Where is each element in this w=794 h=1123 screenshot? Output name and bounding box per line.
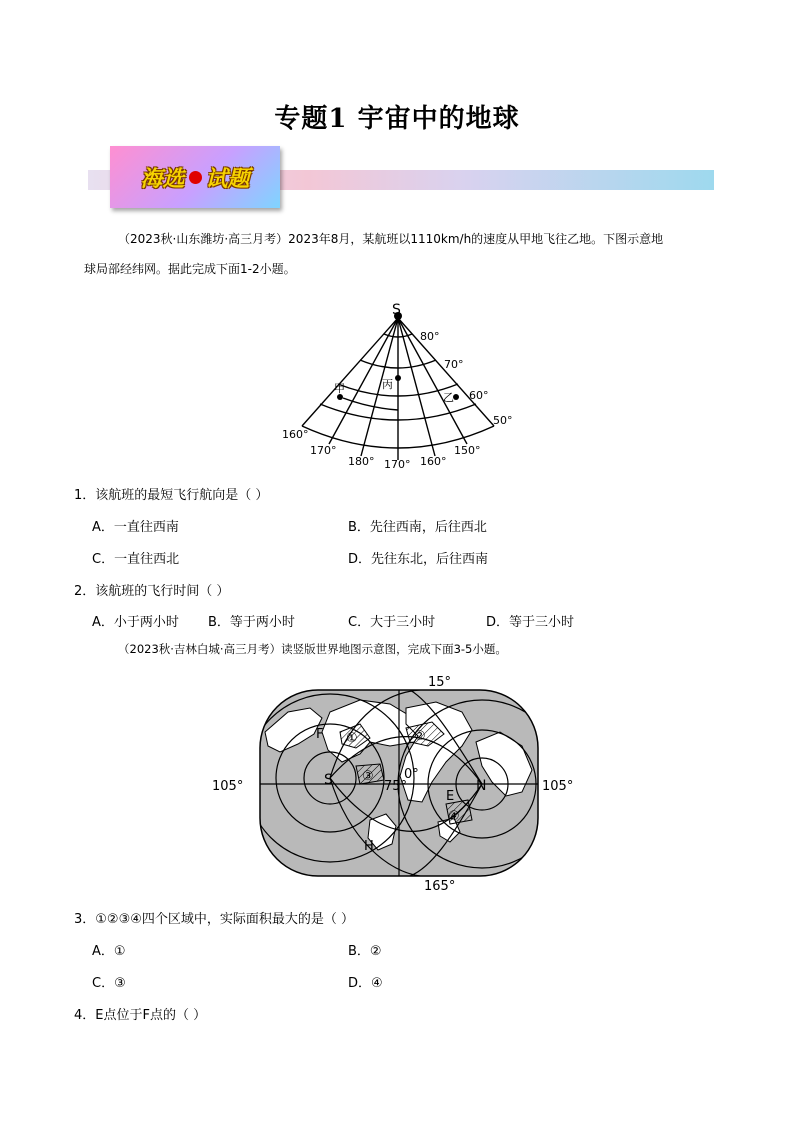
map-top-degree: 15° (428, 675, 452, 690)
q3-option-a: A．① (92, 944, 126, 959)
fig1-lon-170-right: 170° (384, 458, 411, 471)
pole-s-label: S (324, 772, 333, 788)
intro-1-line-2: 球局部经纬网。据此完成下面1-2小题。 (84, 262, 296, 276)
fig1-lat-80: 80° (420, 330, 440, 343)
q1-option-c: C．一直往西北 (92, 552, 180, 567)
page-title: 专题1 宇宙中的地球 (274, 104, 520, 134)
fig1-lon-170-left: 170° (310, 444, 337, 457)
fig1-pole-label: S (392, 302, 401, 318)
fig1-lon-160-right: 160° (420, 455, 447, 468)
region-4-label: ④ (448, 809, 460, 824)
intro-2: （2023秋·吉林白城·高三月考）读竖版世界地图示意图，完成下面3-5小题。 (118, 642, 507, 656)
q2-option-d: D．等于三小时 (486, 615, 575, 630)
badge-dot-icon (189, 171, 202, 184)
fig1-lon-150: 150° (454, 444, 481, 457)
map-center-degree: 0° (404, 767, 419, 782)
section-badge (110, 146, 280, 208)
q3-option-b: B．② (348, 944, 382, 959)
point-e-label: E (446, 789, 455, 804)
q1-option-a: A．一直往西南 (92, 520, 179, 535)
fig1-point-jia: 甲 (334, 382, 345, 395)
region-1-label: ① (346, 731, 358, 746)
q2-option-a: A．小于两小时 (92, 615, 179, 630)
q1-option-b: B．先往西南，后往西北 (348, 520, 487, 535)
q4-stem: 4．E点位于F点的（ ） (74, 1008, 207, 1023)
map-bottom-degree: 165° (424, 879, 456, 894)
badge-left-text: 海选 (140, 165, 185, 192)
q2-stem: 2．该航班的飞行时间（ ） (74, 584, 230, 599)
map-left-degree: 105° (212, 779, 244, 794)
q1-stem: 1．该航班的最短飞行航向是（ ） (74, 488, 269, 503)
fig1-lat-60: 60° (469, 389, 489, 402)
pole-n-label: N (476, 778, 487, 794)
map-right-degree: 105° (542, 779, 574, 794)
q2-option-b: B．等于两小时 (208, 615, 295, 630)
fig1-lat-50: 50° (493, 414, 513, 427)
figure-graticule (270, 300, 530, 475)
q3-stem: 3．①②③④四个区域中，实际面积最大的是（ ） (74, 912, 355, 927)
figure-world-map (210, 672, 580, 894)
fig1-point-yi: 乙 (443, 391, 454, 404)
badge-right-text: 试题 (205, 165, 250, 192)
fig1-lon-160-left: 160° (282, 428, 309, 441)
q3-option-c: C．③ (92, 976, 126, 991)
intro-1-line-1: （2023秋·山东潍坊·高三月考）2023年8月，某航班以1110km/h的速度从甲地飞往乙地。下图示意地 (118, 232, 664, 246)
q2-option-c: C．大于三小时 (348, 615, 436, 630)
fig1-lon-180: 180° (348, 455, 375, 468)
fig1-point-bing: 丙 (382, 378, 393, 391)
q1-option-d: D．先往东北，后往西南 (348, 552, 489, 567)
point-h-label: H (364, 839, 374, 854)
point-f-label: F (316, 727, 324, 742)
q3-option-d: D．④ (348, 976, 383, 991)
region-2-label: ② (414, 729, 426, 744)
region-3-label: ③ (362, 769, 374, 784)
fig1-lat-70: 70° (444, 358, 464, 371)
map-inner-degree: 75° (384, 779, 408, 794)
